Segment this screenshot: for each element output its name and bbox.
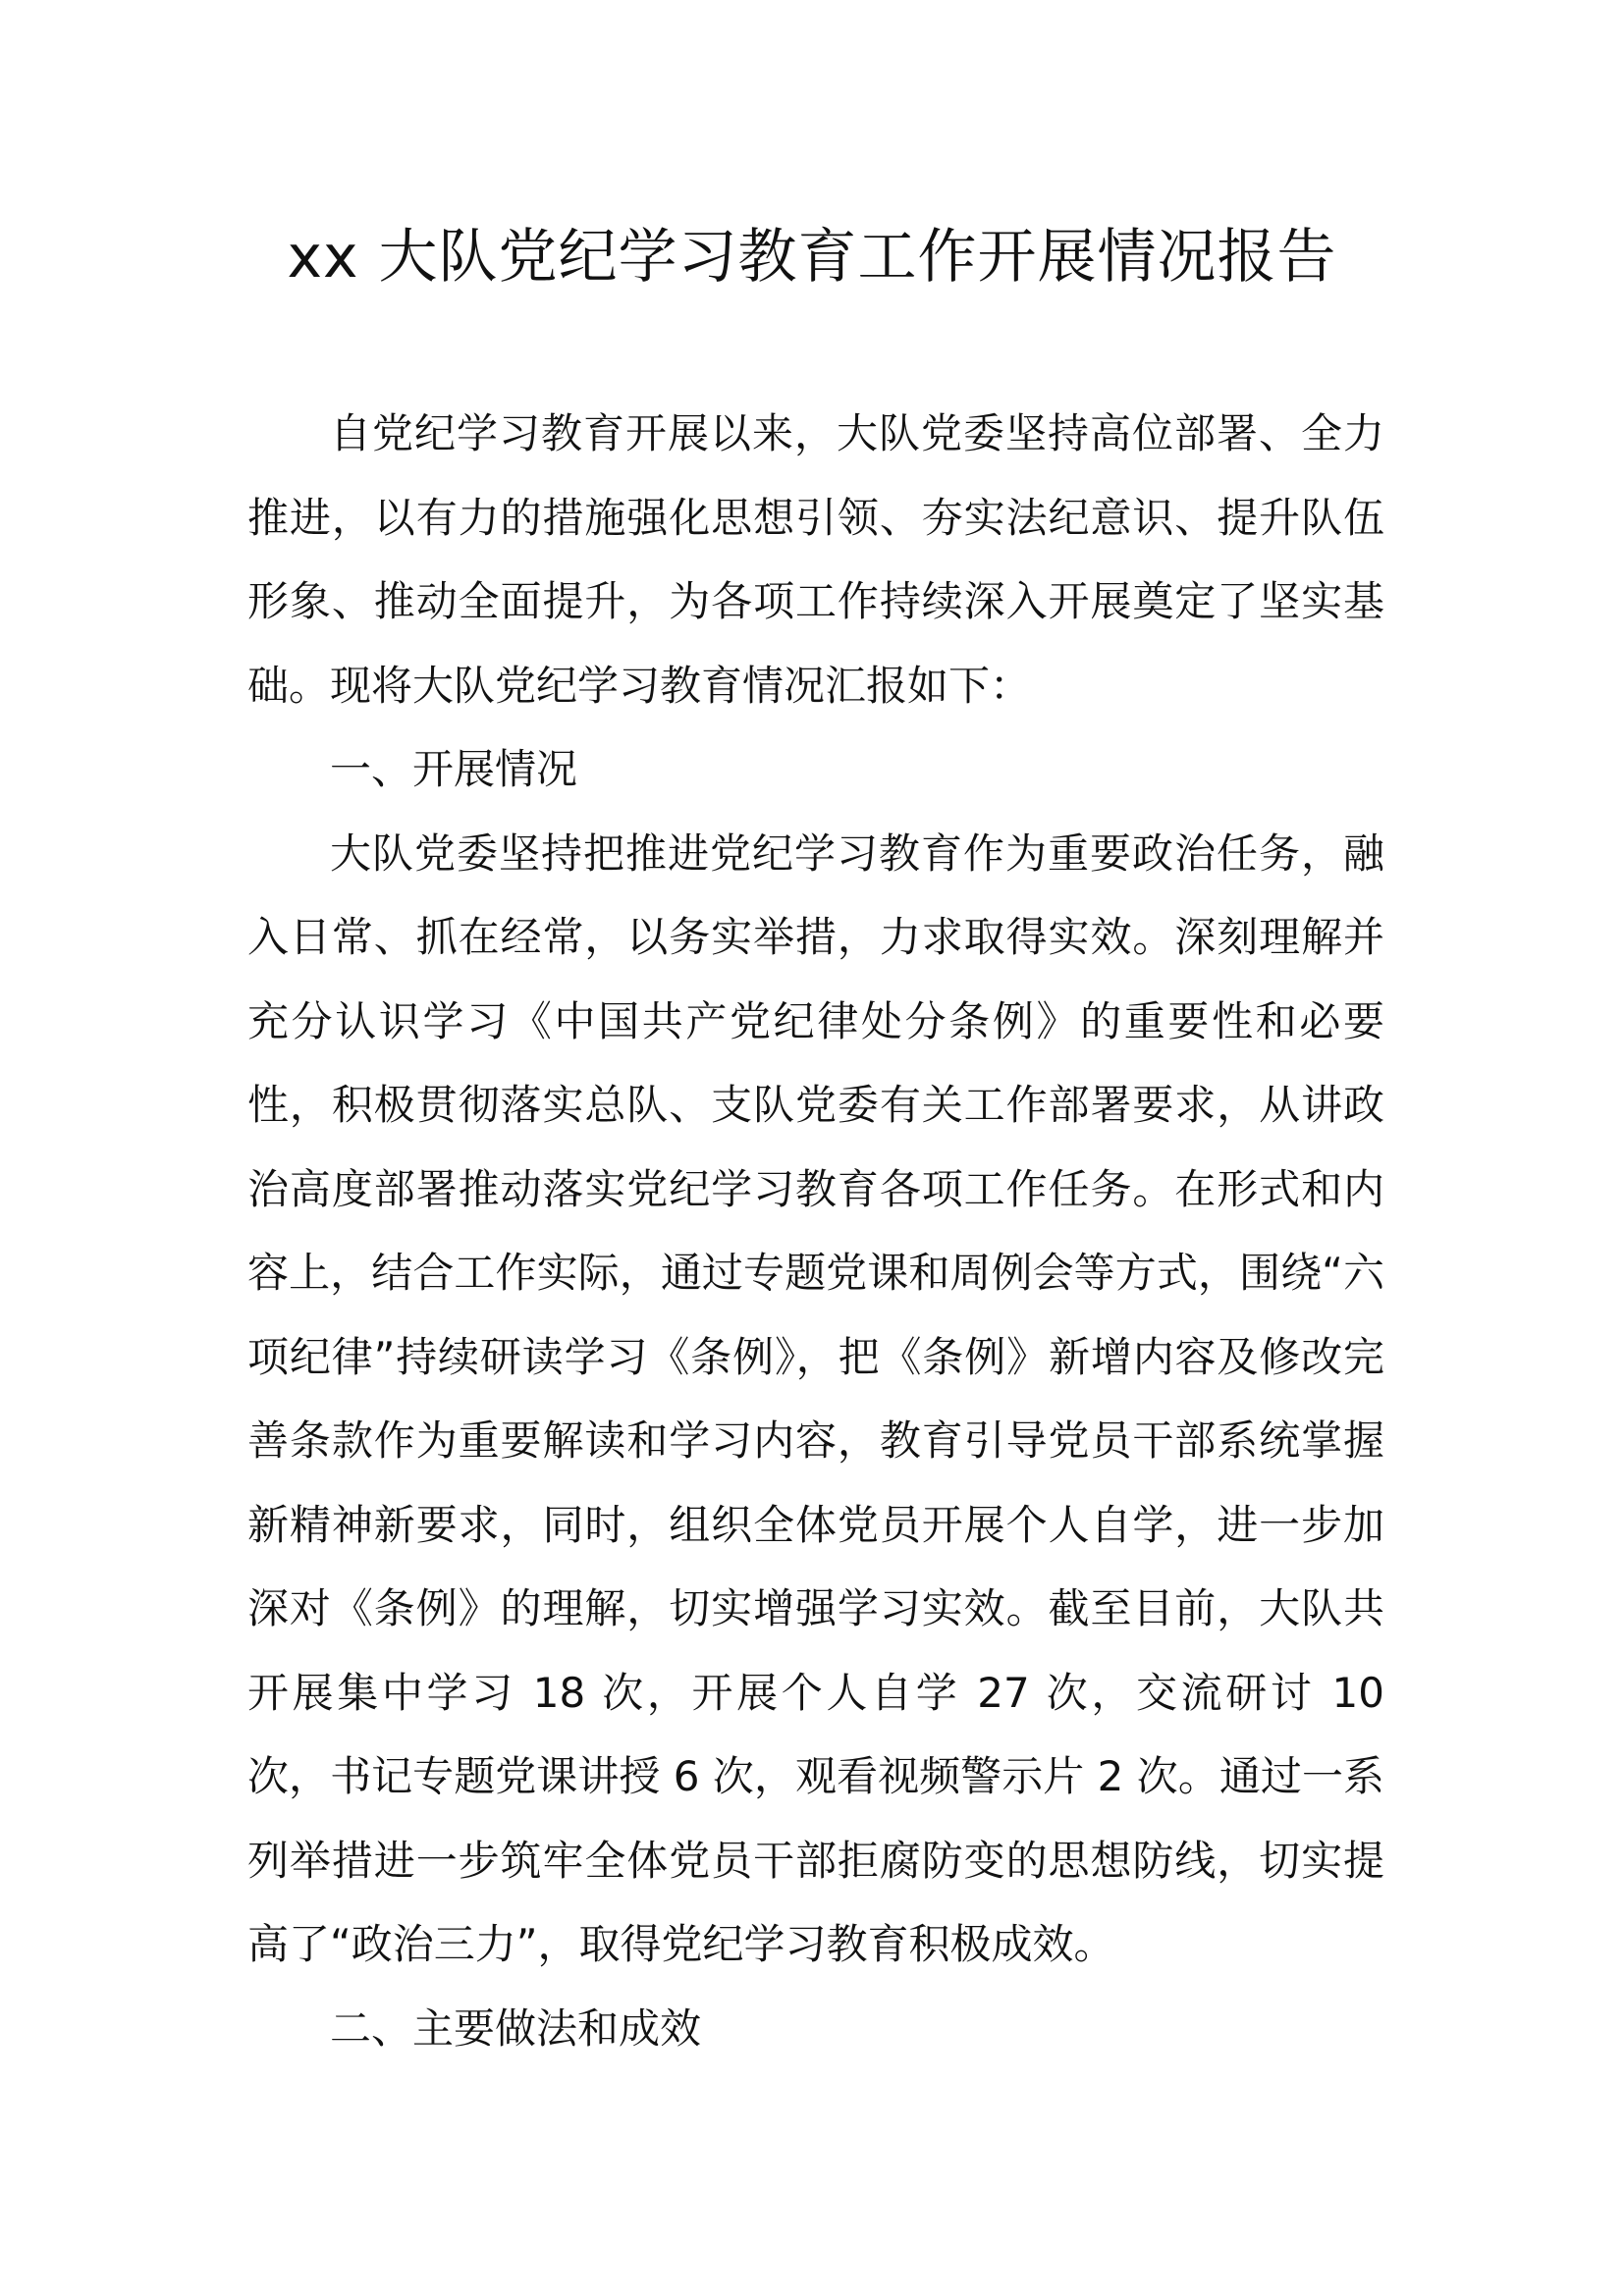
- section-heading-2: 二、主要做法和成效: [330, 2003, 702, 2053]
- section-heading-1: 一、开展情况: [330, 745, 578, 793]
- intro-paragraph: 自党纪学习教育开展以来，大队党委坚持高位部署、全力推进，以有力的措施强化思想引领、夯实法纪意识、提升队伍形象、推动全面提升，为各项工作持续深入开展奠定了坚实基础。现将大队党纪学习教育情况汇报如下：: [247, 409, 1384, 710]
- section-1-paragraph: 大队党委坚持把推进党纪学习教育作为重要政治任务，融入日常、抓在经常，以务实举措，力求取得实效。深刻理解并充分认识学习《中国共产党纪律处分条例》的重要性和必要性，积极贯彻落实总队、支队党委有关工作部署要求，从讲政治高度部署推动落实党纪学习教育各项工作任务。在形式和内容上，结合工作实际，通过专题党课和周例会等方式，围绕“六项纪律”持续研读学习《条例》，把《条例》新增内容及修改完善条款作为重要解读和学习内容，教育引导党员干部系统掌握新精神新要求，同时，组织全体党员开展个人自学，进一步加深对《条例》的理解，切实增强学习实效。截至目前，大队共开展集中学习 18 次，开展个人自学 27 次，交流研讨 10 次，书记专题党课讲授 6 次，观看视频警示片 2 次。通过一系列举措进一步筑牢全体党员干部拒腐防变的思想防线，切实提高了“政治三力”，取得党纪学习教育积极成效。: [247, 828, 1384, 1968]
- document-title: xx 大队党纪学习教育工作开展情况报告: [287, 223, 1337, 292]
- document-body: [247, 392, 1384, 2070]
